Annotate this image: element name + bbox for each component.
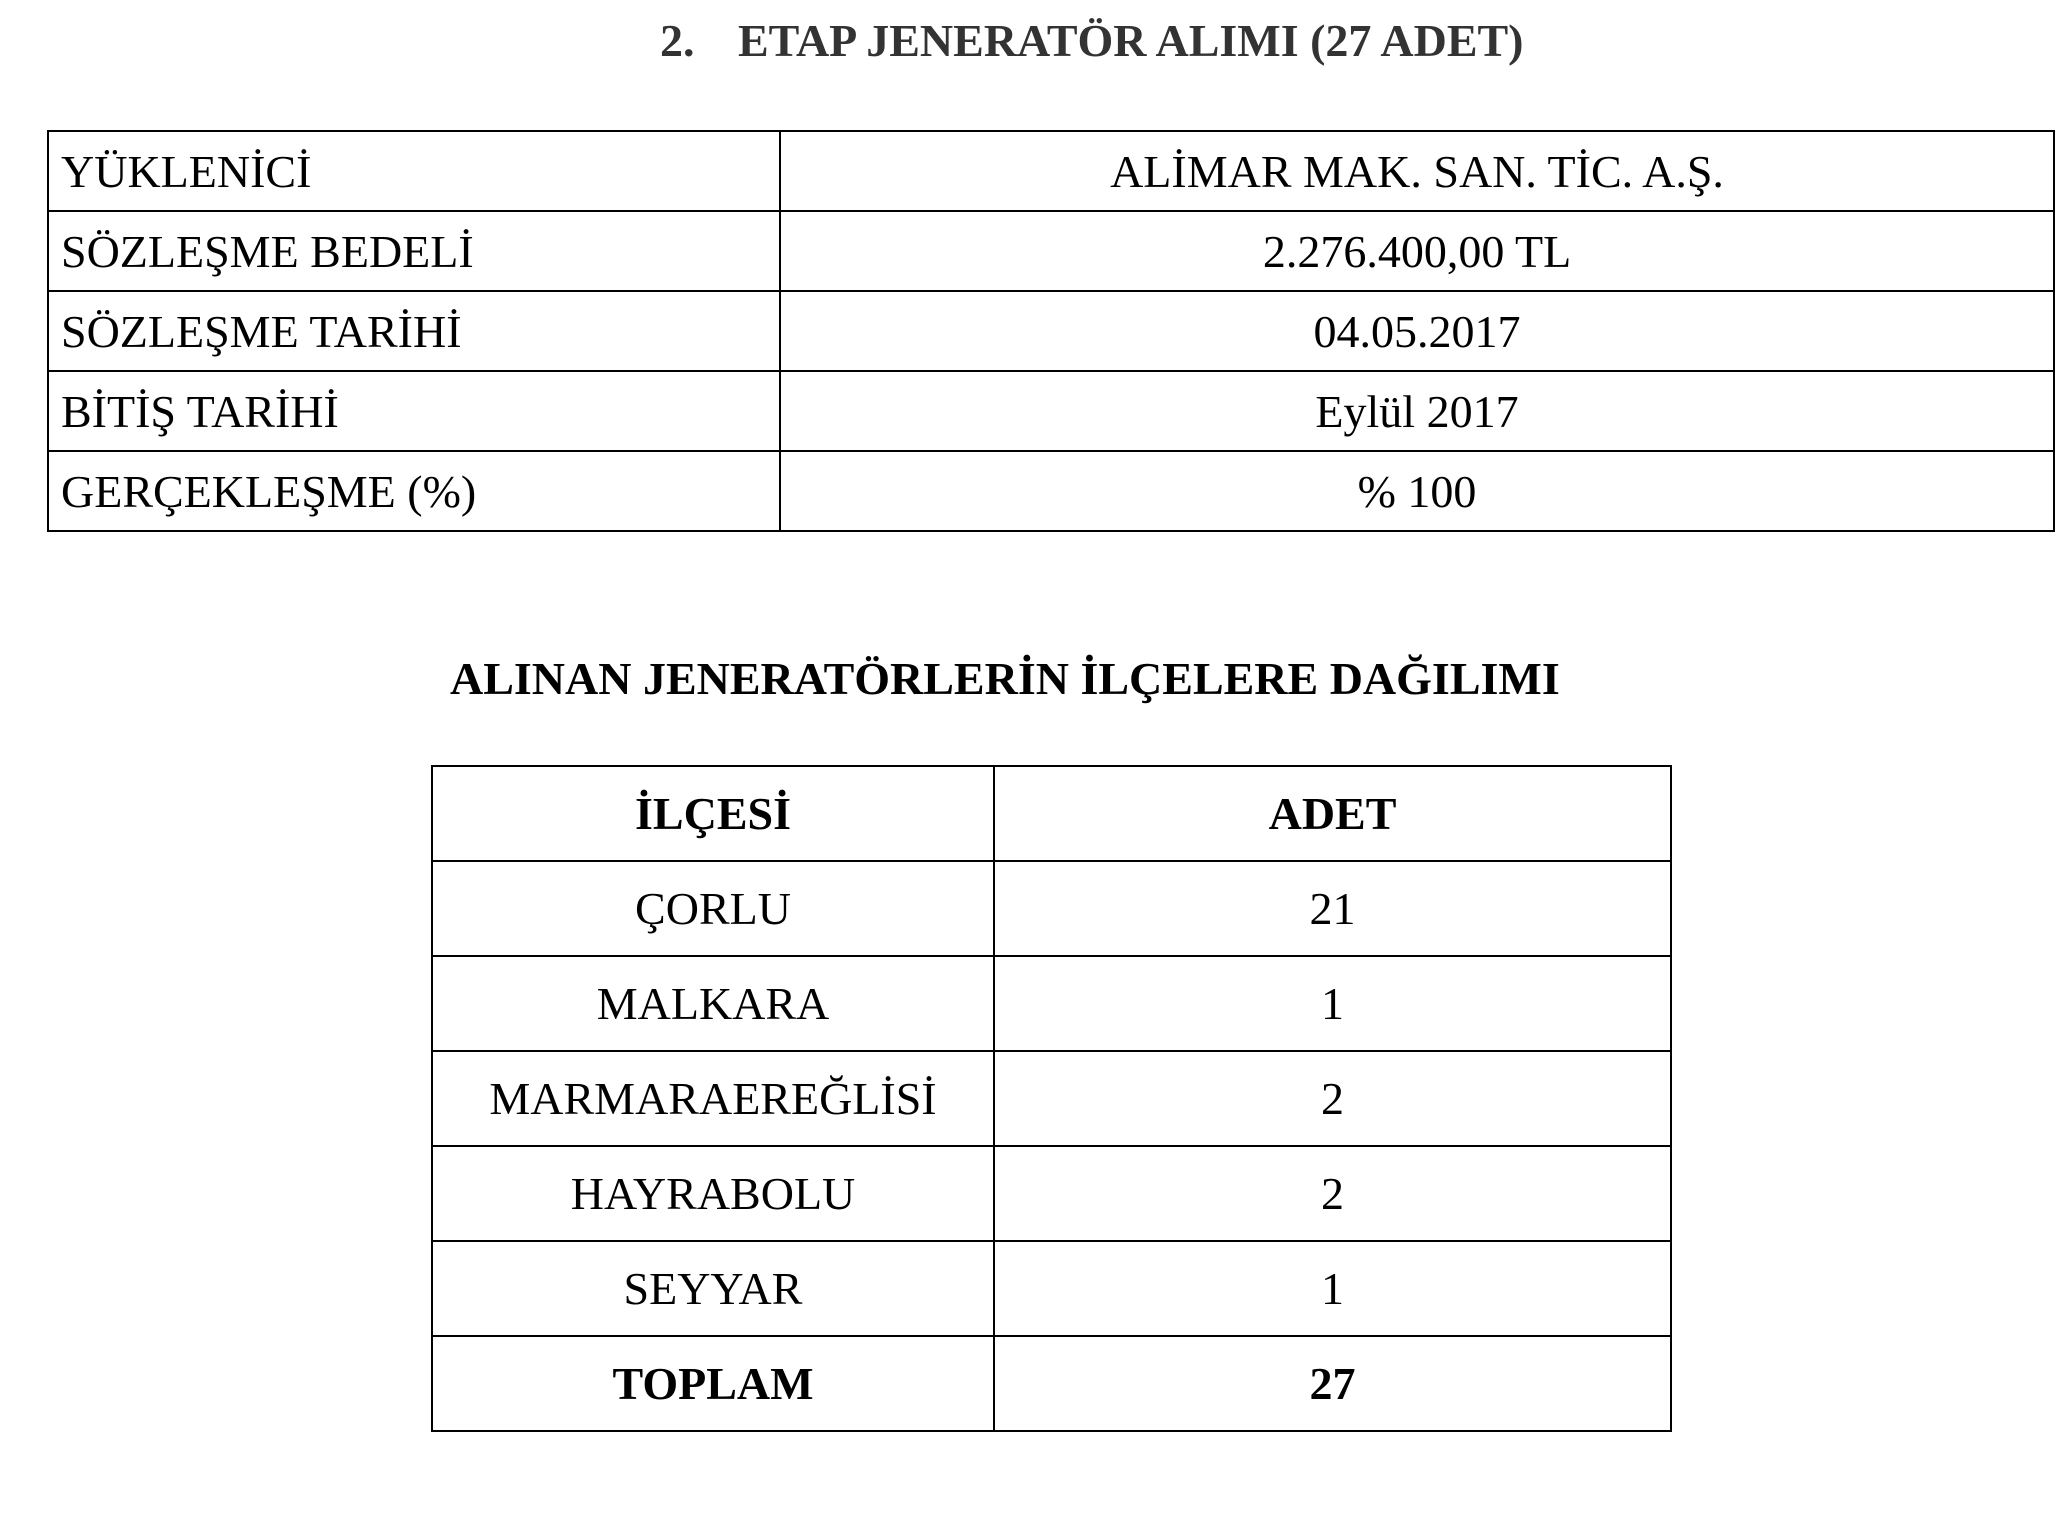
distribution-title-text: ALINAN JENERATÖRLERİN İLÇELERE DAĞILIMI [450,653,1560,704]
section-title-text: ETAP JENERATÖR ALIMI (27 ADET) [738,15,1524,66]
table-row [48,291,2054,371]
contract-amount-value: 2.276.400,00 TL [780,211,2054,291]
count-cell: 1 [994,1241,1671,1336]
table-row [48,211,2054,291]
table-row [432,956,1671,1051]
total-label: TOPLAM [432,1336,994,1431]
contract-info-table [47,130,2055,532]
distribution-table [431,765,1672,1432]
total-count: 27 [994,1336,1671,1431]
table-row [432,861,1671,956]
table-row [432,1241,1671,1336]
district-cell: ÇORLU [432,861,994,956]
count-header: ADET [994,766,1671,861]
count-cell: 21 [994,861,1671,956]
table-row [48,131,2054,211]
table-header-row [432,766,1671,861]
contract-date-value: 04.05.2017 [780,291,2054,371]
end-date-label: BİTİŞ TARİHİ [48,371,780,451]
completion-value: % 100 [780,451,2054,531]
count-cell: 1 [994,956,1671,1051]
district-header: İLÇESİ [432,766,994,861]
district-cell: SEYYAR [432,1241,994,1336]
total-row [432,1336,1671,1431]
contract-date-label: SÖZLEŞME TARİHİ [48,291,780,371]
completion-label: GERÇEKLEŞME (%) [48,451,780,531]
district-cell: HAYRABOLU [432,1146,994,1241]
contract-amount-label: SÖZLEŞME BEDELİ [48,211,780,291]
count-cell: 2 [994,1146,1671,1241]
table-row [432,1051,1671,1146]
section-title [0,14,2056,84]
end-date-value: Eylül 2017 [780,371,2054,451]
table-row [432,1146,1671,1241]
district-cell: MALKARA [432,956,994,1051]
table-row [48,451,2054,531]
count-cell: 2 [994,1051,1671,1146]
section-number: 2. [660,15,695,66]
table-row [48,371,2054,451]
contractor-label: YÜKLENİCİ [48,131,780,211]
district-cell: MARMARAEREĞLİSİ [432,1051,994,1146]
contractor-value: ALİMAR MAK. SAN. TİC. A.Ş. [780,131,2054,211]
